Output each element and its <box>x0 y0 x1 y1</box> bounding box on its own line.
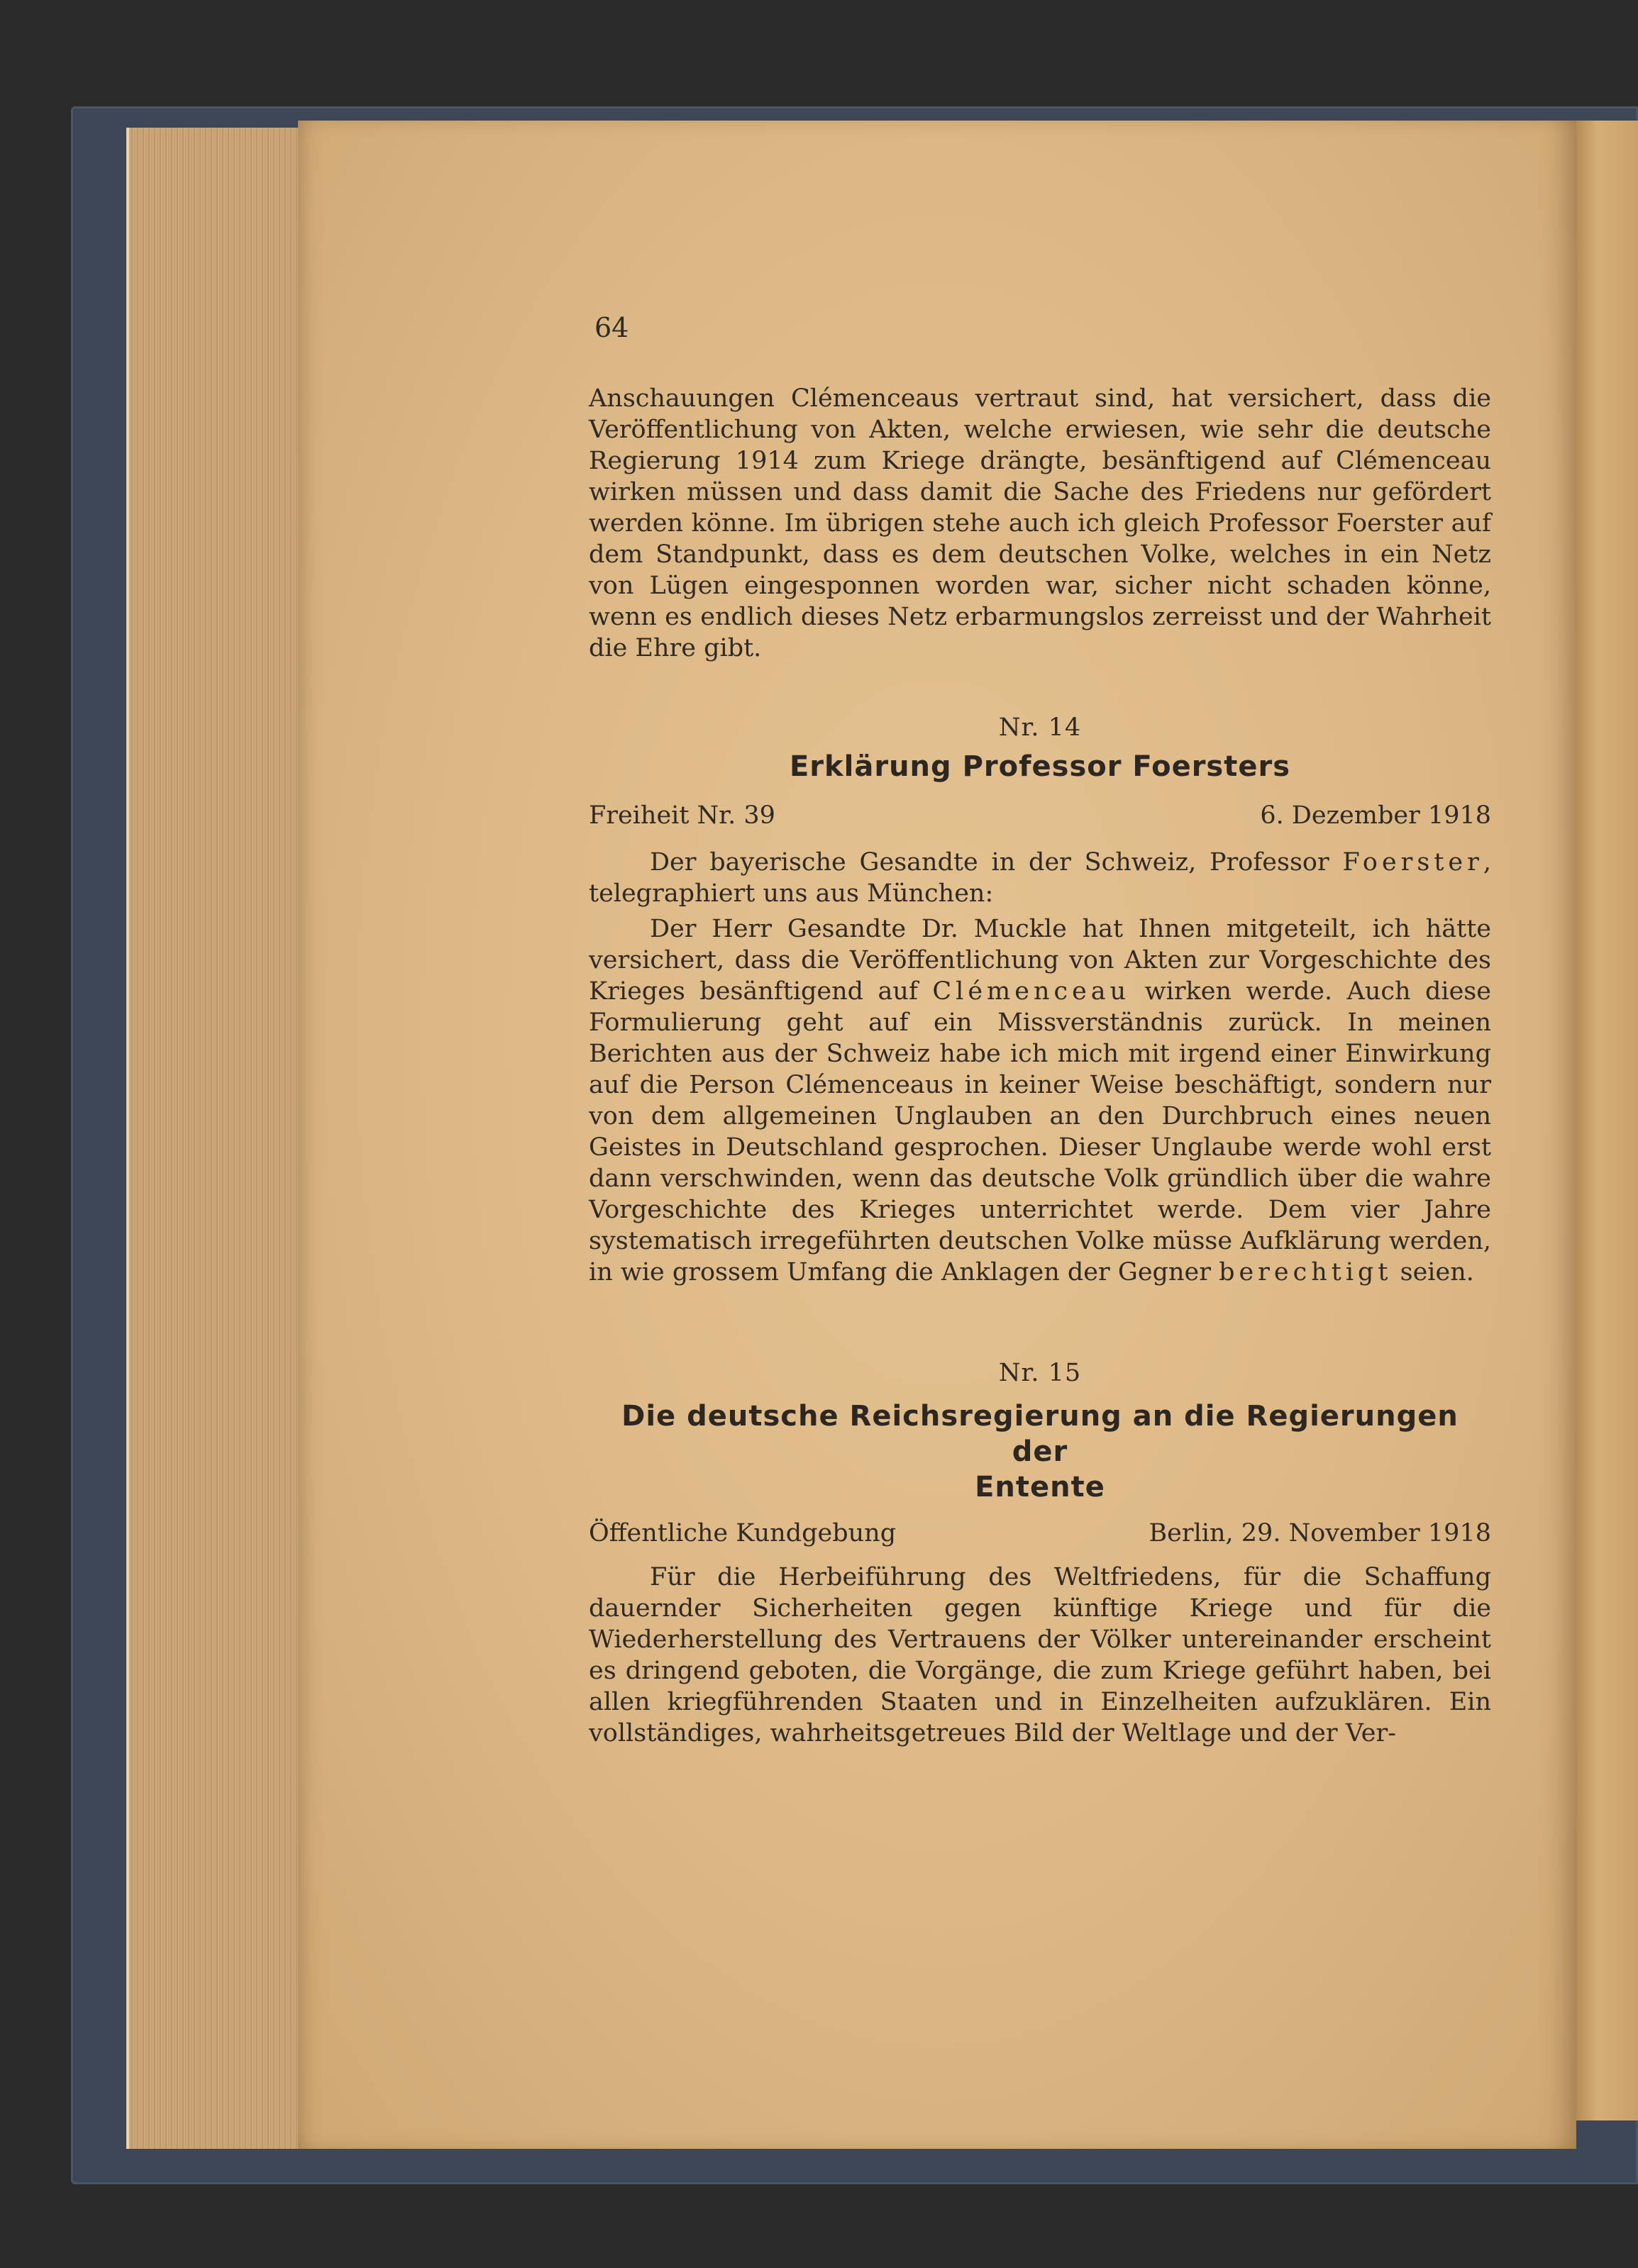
doc15-paragraph-1: Für die Herbeiführung des Weltfriedens, für die Schaffung dauernder Sicherheiten gegen künftige Kriege und für die Wiederherstellung des Vertrauens der Völker untereinander erscheint es dringend geboten, die Vorgänge, die zum Kriege geführt haben, bei allen kriegführenden Staaten und in Einzelheiten aufzuklären. Ein vollständiges, wahrheitsgetreues Bild der Weltlage und der Ver- <box>589 1563 1491 1747</box>
doc15-number: Nr. 15 <box>998 1359 1082 1387</box>
doc14-p2-name: Clémenceau <box>932 977 1131 1006</box>
doc14-date: 6. Dezember 1918 <box>1260 801 1491 830</box>
page-content <box>589 301 1491 1749</box>
doc14-p2-text-a: Der Herr Gesandte Dr. Muckle hat Ihnen mitgeteilt, ich hätte versichert, dass die Veröffentlichung von Akten zur Vorgeschichte des Krieges besänftigend auf <box>589 915 1491 1006</box>
doc14-title: Erklärung Professor Foersters <box>789 750 1291 783</box>
doc14-paragraph-2 <box>589 913 1491 1288</box>
doc14-source: Freiheit Nr. 39 <box>589 801 775 830</box>
doc14-number: Nr. 14 <box>998 713 1082 742</box>
doc14-p1-name: Foerster <box>1342 848 1483 877</box>
doc14-p1-text-b: , telegraphiert uns aus München: <box>589 848 1491 908</box>
doc15-title-line2: Entente <box>975 1471 1105 1503</box>
doc15-source: Öffentliche Kundgebung <box>589 1519 897 1547</box>
page-edges <box>126 128 306 2149</box>
doc14-p1-text-a: Der bayerische Gesandte in der Schweiz, Professor <box>650 848 1343 877</box>
page-number: 64 <box>594 312 629 343</box>
doc14-p2-emphasis: berechtigt <box>1219 1258 1393 1286</box>
doc14-p2-text-b: wirken werde. Auch diese Formulierung geht auf ein Missverständnis zurück. In meinen Berichten aus der Schweiz habe ich mich mit irgend einer Einwirkung auf die Person Clémenceaus in keiner Weise beschäftigt, sondern nur von dem allgemeinen Unglauben an den Durchbruch eines neuen Geistes in Deutschland gesprochen. Dieser Unglaube werde wohl erst dann verschwinden, wenn das deutsche Volk gründlich über die wahre Vorgeschichte des Krieges unterrichtet werde. Dem vier Jahre systematisch irregeführten deutschen Volke müsse Aufklärung werden, in wie grossem Umfang die Anklagen der Gegner <box>589 977 1491 1286</box>
doc15-date: Berlin, 29. November 1918 <box>1149 1519 1491 1547</box>
facing-page-edge <box>1576 121 1638 2120</box>
intro-paragraph: Anschauungen Clémenceaus vertraut sind, hat versichert, dass die Veröffentlichung von Akten, welche erwiesen, wie sehr die deutsche Regierung 1914 zum Kriege drängte, besänftigend auf Clémenceau wirken müssen und dass damit die Sache des Friedens nur gefördert werden könne. Im übrigen stehe auch ich gleich Professor Foerster auf dem Standpunkt, dass es dem deutschen Volke, welches in ein Netz von Lügen eingesponnen worden war, sicher nicht schaden könne, wenn es endlich dieses Netz erbarmungslos zerreisst und der Wahrheit die Ehre gibt. <box>589 384 1491 662</box>
doc15-title-line1: Die deutsche Reichsregierung an die Regierungen der <box>621 1400 1459 1468</box>
doc15-meta <box>589 1518 1491 1549</box>
doc14-p2-text-c: seien. <box>1392 1258 1474 1286</box>
doc14-meta <box>589 800 1491 831</box>
doc14-paragraph-1 <box>589 847 1491 909</box>
